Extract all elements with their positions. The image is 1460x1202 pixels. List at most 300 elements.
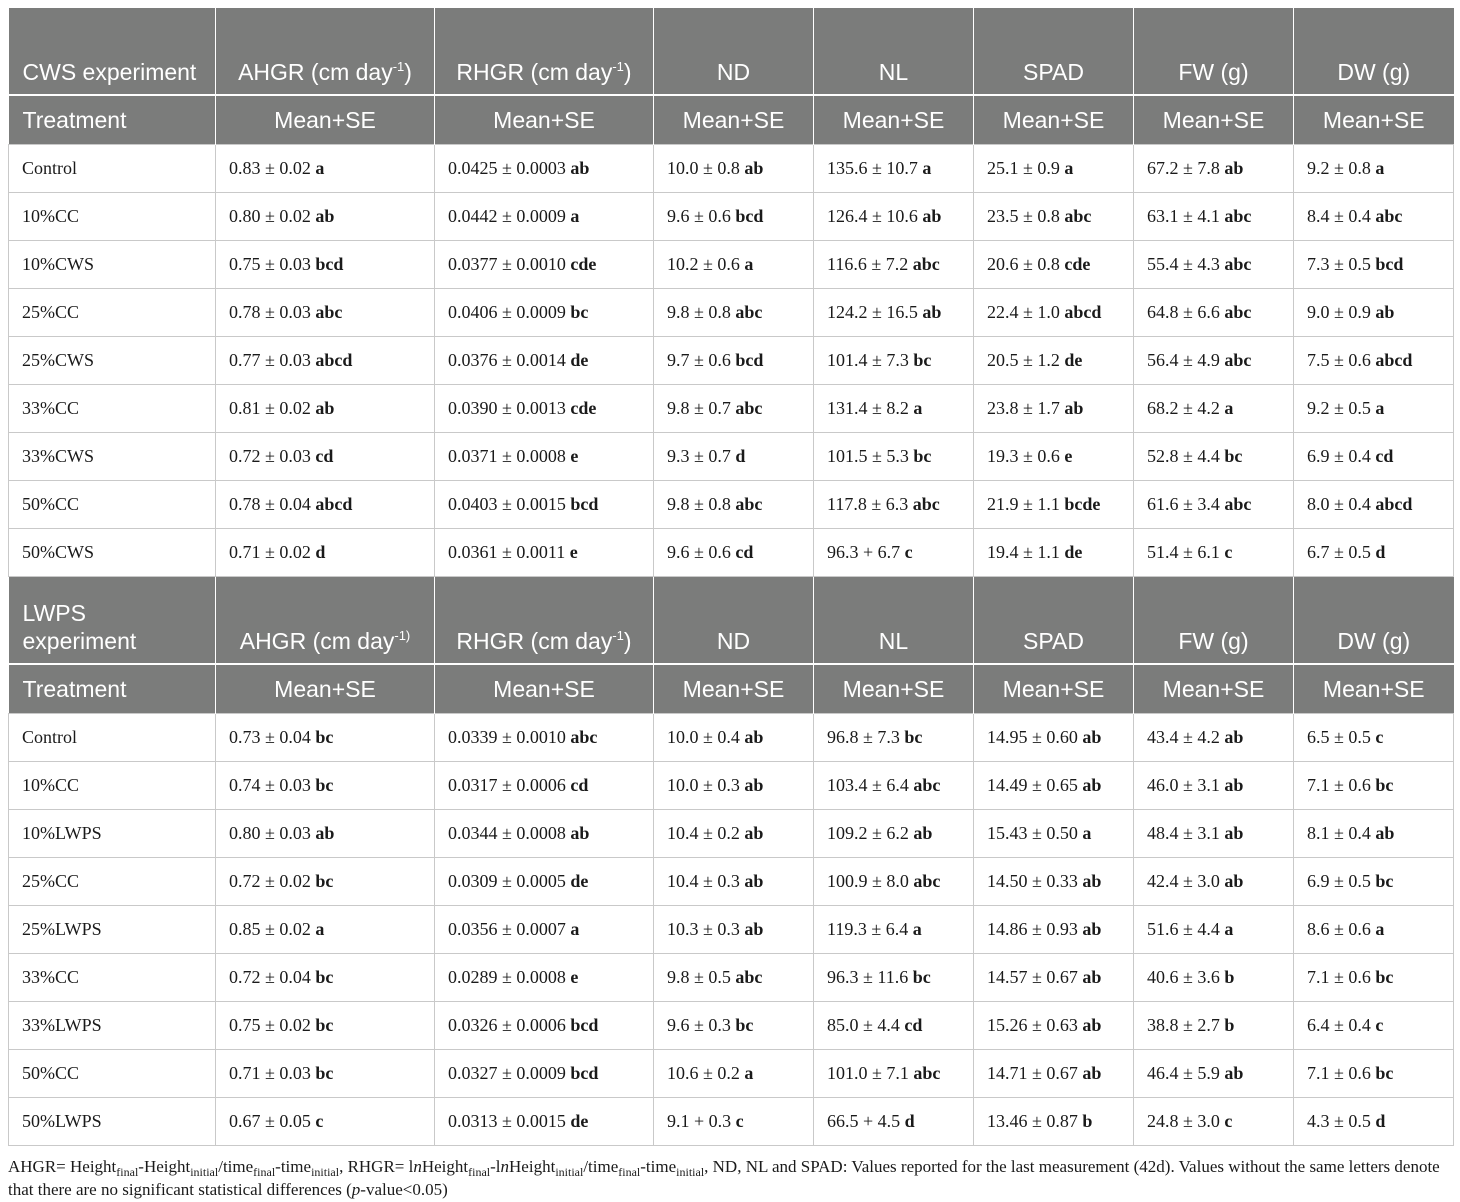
- mean-se-value: 103.4 ± 6.4: [827, 775, 914, 795]
- significance-letters: a: [744, 254, 754, 274]
- value-cell: [1134, 385, 1294, 433]
- significance-letters: d: [1375, 1111, 1386, 1131]
- significance-letters: cd: [904, 1015, 923, 1035]
- table-row: [9, 714, 1454, 762]
- significance-letters: b: [1082, 1111, 1093, 1131]
- table-footnote: AHGR= Height$_{final}$-Height$_{initial}$/time$_{final}$-time$_{initial}$, RHGR= lnHeight$_{final}$-lnHeight$_{initial}$/time$_{final}$-time$_{initial}$, ND, NL and SPAD: Values reported for the last measurement (42d). Values without the same letters denote that there are no significant statistical differences (p-value<0.05): [8, 1157, 1440, 1199]
- significance-letters: ab: [922, 206, 942, 226]
- value-cell: [1134, 337, 1294, 385]
- mean-se-value: 22.4 ± 1.0: [987, 302, 1065, 322]
- value-cell: [1294, 858, 1454, 906]
- significance-letters: bc: [315, 727, 334, 747]
- value-cell: [814, 762, 974, 810]
- value-cell: [1134, 193, 1294, 241]
- value-cell: [216, 1098, 435, 1146]
- value-cell: [216, 714, 435, 762]
- mean-se-value: 9.0 ± 0.9: [1307, 302, 1376, 322]
- value-cell: [216, 762, 435, 810]
- mean-se-value: 15.43 ± 0.50: [987, 823, 1083, 843]
- mean-se-value: 8.4 ± 0.4: [1307, 206, 1376, 226]
- mean-se-value: 14.86 ± 0.93: [987, 919, 1083, 939]
- mean-se-value: 64.8 ± 6.6: [1147, 302, 1225, 322]
- significance-letters: abc: [912, 494, 940, 514]
- mean-se-value: 101.4 ± 7.3: [827, 350, 914, 370]
- significance-letters: a: [1224, 398, 1234, 418]
- significance-letters: bc: [1375, 871, 1394, 891]
- treatment-header: Treatment: [9, 664, 216, 714]
- mean-se-value: 100.9 ± 8.0: [827, 871, 914, 891]
- significance-letters: c: [904, 542, 913, 562]
- treatment-cell: 33%CC: [9, 385, 216, 433]
- value-cell: [435, 714, 654, 762]
- significance-letters: a: [570, 919, 580, 939]
- value-cell: [435, 385, 654, 433]
- results-table: [8, 8, 1454, 1146]
- mean-se-header: Mean+SE: [216, 664, 435, 714]
- significance-letters: a: [744, 1063, 754, 1083]
- mean-se-header: Mean+SE: [435, 664, 654, 714]
- value-cell: [435, 1002, 654, 1050]
- value-cell: [216, 906, 435, 954]
- nl-header: NL: [814, 8, 974, 95]
- mean-se-value: 96.8 ± 7.3: [827, 727, 905, 747]
- mean-se-value: 0.0313 ± 0.0015: [448, 1111, 571, 1131]
- value-cell: [216, 810, 435, 858]
- mean-se-value: 19.4 ± 1.1: [987, 542, 1065, 562]
- mean-se-value: 117.8 ± 6.3: [827, 494, 913, 514]
- value-cell: [814, 810, 974, 858]
- experiment-title: CWS experiment: [9, 8, 216, 95]
- mean-se-value: 0.0371 ± 0.0008: [448, 446, 571, 466]
- significance-letters: ab: [570, 823, 590, 843]
- treatment-cell: 33%LWPS: [9, 1002, 216, 1050]
- significance-letters: abc: [1224, 350, 1252, 370]
- mean-se-value: 24.8 ± 3.0: [1147, 1111, 1225, 1131]
- mean-se-value: 96.3 ± 11.6: [827, 967, 913, 987]
- mean-se-value: 14.50 ± 0.33: [987, 871, 1083, 891]
- mean-se-value: 0.67 ± 0.05: [229, 1111, 316, 1131]
- value-cell: [654, 954, 814, 1002]
- significance-letters: ab: [744, 871, 764, 891]
- dw-header: DW (g): [1294, 577, 1454, 665]
- significance-letters: a: [1375, 398, 1385, 418]
- mean-se-value: 126.4 ± 10.6: [827, 206, 923, 226]
- value-cell: [654, 481, 814, 529]
- value-cell: [974, 954, 1134, 1002]
- mean-se-value: 9.1 + 0.3: [667, 1111, 736, 1131]
- mean-se-value: 0.83 ± 0.02: [229, 158, 316, 178]
- mean-se-header: Mean+SE: [654, 95, 814, 145]
- value-cell: [216, 193, 435, 241]
- significance-letters: a: [1375, 919, 1385, 939]
- value-cell: [216, 241, 435, 289]
- value-cell: [974, 1050, 1134, 1098]
- significance-letters: abc: [913, 775, 941, 795]
- value-cell: [1294, 762, 1454, 810]
- value-cell: [654, 193, 814, 241]
- value-cell: [1134, 714, 1294, 762]
- mean-se-header: Mean+SE: [1294, 664, 1454, 714]
- significance-letters: ab: [744, 158, 764, 178]
- significance-letters: ab: [744, 775, 764, 795]
- table-row: [9, 906, 1454, 954]
- significance-letters: bc: [1224, 446, 1243, 466]
- value-cell: [654, 433, 814, 481]
- value-cell: [435, 145, 654, 193]
- fw-header: FW (g): [1134, 8, 1294, 95]
- significance-letters: ab: [744, 727, 764, 747]
- significance-letters: bcde: [1064, 494, 1101, 514]
- mean-se-value: 51.6 ± 4.4: [1147, 919, 1225, 939]
- mean-se-value: 9.7 ± 0.6: [667, 350, 736, 370]
- mean-se-value: 7.1 ± 0.6: [1307, 775, 1376, 795]
- mean-se-value: 6.5 ± 0.5: [1307, 727, 1376, 747]
- significance-letters: abcd: [315, 350, 353, 370]
- mean-se-value: 46.4 ± 5.9: [1147, 1063, 1225, 1083]
- mean-se-value: 0.0317 ± 0.0006: [448, 775, 571, 795]
- table-row: [9, 385, 1454, 433]
- ahgr-header: AHGR (cm day$^{-1}$): [216, 8, 435, 95]
- significance-letters: ab: [922, 302, 942, 322]
- significance-letters: a: [315, 158, 325, 178]
- value-cell: [1294, 954, 1454, 1002]
- significance-letters: abc: [912, 254, 940, 274]
- significance-letters: abc: [1064, 206, 1092, 226]
- table-row: [9, 481, 1454, 529]
- significance-letters: cd: [1375, 446, 1394, 466]
- mean-se-value: 38.8 ± 2.7: [1147, 1015, 1225, 1035]
- mean-se-value: 25.1 ± 0.9: [987, 158, 1065, 178]
- mean-se-value: 6.9 ± 0.4: [1307, 446, 1376, 466]
- mean-se-value: 0.74 ± 0.03: [229, 775, 316, 795]
- value-cell: [435, 762, 654, 810]
- mean-se-value: 9.2 ± 0.5: [1307, 398, 1376, 418]
- value-cell: [1294, 810, 1454, 858]
- value-cell: [814, 1002, 974, 1050]
- mean-se-value: 0.80 ± 0.02: [229, 206, 316, 226]
- value-cell: [974, 289, 1134, 337]
- value-cell: [974, 858, 1134, 906]
- significance-letters: ab: [1082, 871, 1102, 891]
- mean-se-value: 55.4 ± 4.3: [1147, 254, 1225, 274]
- significance-letters: a: [913, 398, 923, 418]
- significance-letters: e: [570, 446, 579, 466]
- mean-se-value: 6.9 ± 0.5: [1307, 871, 1376, 891]
- mean-se-value: 61.6 ± 3.4: [1147, 494, 1225, 514]
- treatment-cell: 33%CWS: [9, 433, 216, 481]
- significance-letters: a: [922, 158, 932, 178]
- mean-se-value: 23.5 ± 0.8: [987, 206, 1065, 226]
- mean-se-value: 109.2 ± 6.2: [827, 823, 914, 843]
- treatment-cell: 25%LWPS: [9, 906, 216, 954]
- value-cell: [814, 193, 974, 241]
- value-cell: [435, 858, 654, 906]
- mean-se-value: 9.3 ± 0.7: [667, 446, 736, 466]
- table-row: [9, 289, 1454, 337]
- mean-se-value: 42.4 ± 3.0: [1147, 871, 1225, 891]
- treatment-cell: 25%CC: [9, 858, 216, 906]
- mean-se-value: 0.0327 ± 0.0009: [448, 1063, 571, 1083]
- value-cell: [814, 385, 974, 433]
- significance-letters: abc: [735, 967, 763, 987]
- significance-letters: abc: [1224, 302, 1252, 322]
- mean-se-value: 7.1 ± 0.6: [1307, 967, 1376, 987]
- significance-letters: ab: [1224, 158, 1244, 178]
- significance-letters: ab: [744, 823, 764, 843]
- value-cell: [435, 529, 654, 577]
- significance-letters: d: [904, 1111, 915, 1131]
- value-cell: [654, 529, 814, 577]
- mean-se-value: 119.3 ± 6.4: [827, 919, 913, 939]
- significance-letters: de: [1064, 350, 1083, 370]
- treatment-cell: 10%CC: [9, 762, 216, 810]
- value-cell: [216, 1002, 435, 1050]
- significance-letters: a: [315, 919, 325, 939]
- value-cell: [814, 954, 974, 1002]
- mean-se-value: 9.8 ± 0.8: [667, 494, 736, 514]
- significance-letters: abc: [570, 727, 598, 747]
- significance-letters: abc: [735, 494, 763, 514]
- spad-header: SPAD: [974, 8, 1134, 95]
- significance-letters: e: [569, 542, 578, 562]
- value-cell: [1294, 529, 1454, 577]
- value-cell: [216, 385, 435, 433]
- treatment-header: Treatment: [9, 95, 216, 145]
- value-cell: [654, 714, 814, 762]
- significance-letters: ab: [1082, 919, 1102, 939]
- significance-letters: bcd: [735, 350, 764, 370]
- value-cell: [814, 858, 974, 906]
- mean-se-value: 0.78 ± 0.03: [229, 302, 316, 322]
- mean-se-value: 43.4 ± 4.2: [1147, 727, 1225, 747]
- mean-se-value: 0.0326 ± 0.0006: [448, 1015, 571, 1035]
- mean-se-header: Mean+SE: [654, 664, 814, 714]
- value-cell: [814, 906, 974, 954]
- value-cell: [1134, 954, 1294, 1002]
- mean-se-value: 9.8 ± 0.5: [667, 967, 736, 987]
- mean-se-value: 0.0425 ± 0.0003: [448, 158, 571, 178]
- significance-letters: e: [1064, 446, 1073, 466]
- mean-se-value: 0.73 ± 0.04: [229, 727, 316, 747]
- treatment-cell: Control: [9, 714, 216, 762]
- mean-se-value: 9.6 ± 0.3: [667, 1015, 736, 1035]
- treatment-cell: 33%CC: [9, 954, 216, 1002]
- significance-letters: b: [1224, 967, 1235, 987]
- table-row: [9, 810, 1454, 858]
- mean-se-value: 68.2 ± 4.2: [1147, 398, 1225, 418]
- value-cell: [1134, 762, 1294, 810]
- value-cell: [814, 1098, 974, 1146]
- mean-se-value: 0.72 ± 0.02: [229, 871, 316, 891]
- table-row: [9, 337, 1454, 385]
- value-cell: [1294, 241, 1454, 289]
- value-cell: [974, 529, 1134, 577]
- mean-se-value: 0.0406 ± 0.0009: [448, 302, 571, 322]
- significance-letters: ab: [315, 206, 335, 226]
- value-cell: [1294, 1050, 1454, 1098]
- significance-letters: bcd: [570, 494, 599, 514]
- value-cell: [1134, 858, 1294, 906]
- mean-se-value: 10.0 ± 0.4: [667, 727, 745, 747]
- mean-se-value: 14.49 ± 0.65: [987, 775, 1083, 795]
- mean-se-value: 85.0 ± 4.4: [827, 1015, 905, 1035]
- significance-letters: de: [1064, 542, 1083, 562]
- value-cell: [974, 810, 1134, 858]
- value-cell: [654, 241, 814, 289]
- mean-se-value: 14.57 ± 0.67: [987, 967, 1083, 987]
- value-cell: [435, 337, 654, 385]
- mean-se-value: 0.81 ± 0.02: [229, 398, 316, 418]
- value-cell: [974, 1002, 1134, 1050]
- value-cell: [1294, 193, 1454, 241]
- table-row: [9, 193, 1454, 241]
- mean-se-value: 0.0403 ± 0.0015: [448, 494, 571, 514]
- value-cell: [814, 289, 974, 337]
- value-cell: [814, 241, 974, 289]
- value-cell: [1294, 145, 1454, 193]
- table-row: [9, 529, 1454, 577]
- mean-se-value: 0.71 ± 0.03: [229, 1063, 316, 1083]
- significance-letters: ab: [744, 919, 764, 939]
- significance-letters: abcd: [1375, 350, 1413, 370]
- mean-se-value: 48.4 ± 3.1: [1147, 823, 1225, 843]
- mean-se-value: 0.0356 ± 0.0007: [448, 919, 571, 939]
- table-row: [9, 241, 1454, 289]
- treatment-cell: 10%CWS: [9, 241, 216, 289]
- nl-header: NL: [814, 577, 974, 665]
- value-cell: [1294, 481, 1454, 529]
- mean-se-value: 6.4 ± 0.4: [1307, 1015, 1376, 1035]
- significance-letters: bc: [315, 967, 334, 987]
- rhgr-header: RHGR (cm day$^{-1}$): [435, 8, 654, 95]
- table-row: [9, 1098, 1454, 1146]
- value-cell: [974, 906, 1134, 954]
- significance-letters: b: [1224, 1015, 1235, 1035]
- significance-letters: ab: [315, 398, 335, 418]
- rhgr-header: RHGR (cm day$^{-1}$): [435, 577, 654, 665]
- value-cell: [654, 858, 814, 906]
- mean-se-value: 15.26 ± 0.63: [987, 1015, 1083, 1035]
- value-cell: [654, 906, 814, 954]
- mean-se-value: 0.0377 ± 0.0010: [448, 254, 571, 274]
- treatment-cell: Control: [9, 145, 216, 193]
- value-cell: [216, 858, 435, 906]
- mean-se-value: 20.5 ± 1.2: [987, 350, 1065, 370]
- significance-letters: ab: [1224, 775, 1244, 795]
- significance-letters: abc: [1224, 206, 1252, 226]
- treatment-cell: 25%CWS: [9, 337, 216, 385]
- significance-letters: bcd: [735, 206, 764, 226]
- mean-se-value: 0.72 ± 0.04: [229, 967, 316, 987]
- mean-se-value: 131.4 ± 8.2: [827, 398, 914, 418]
- mean-se-value: 0.0376 ± 0.0014: [448, 350, 571, 370]
- significance-letters: abc: [315, 302, 343, 322]
- value-cell: [654, 810, 814, 858]
- significance-letters: bc: [570, 302, 589, 322]
- value-cell: [1134, 1098, 1294, 1146]
- mean-se-value: 10.4 ± 0.3: [667, 871, 745, 891]
- mean-se-value: 0.0339 ± 0.0010: [448, 727, 571, 747]
- cws-header-row: [9, 8, 1454, 95]
- mean-se-value: 9.6 ± 0.6: [667, 542, 736, 562]
- mean-se-value: 101.5 ± 5.3: [827, 446, 914, 466]
- mean-se-value: 63.1 ± 4.1: [1147, 206, 1225, 226]
- value-cell: [1134, 145, 1294, 193]
- value-cell: [216, 481, 435, 529]
- mean-se-value: 9.8 ± 0.8: [667, 302, 736, 322]
- significance-letters: abc: [913, 871, 941, 891]
- value-cell: [216, 529, 435, 577]
- significance-letters: cde: [570, 398, 597, 418]
- significance-letters: a: [1375, 158, 1385, 178]
- significance-letters: ab: [1082, 1063, 1102, 1083]
- mean-se-value: 14.71 ± 0.67: [987, 1063, 1083, 1083]
- significance-letters: cde: [570, 254, 597, 274]
- mean-se-value: 0.72 ± 0.03: [229, 446, 316, 466]
- value-cell: [1134, 289, 1294, 337]
- mean-se-value: 8.1 ± 0.4: [1307, 823, 1376, 843]
- mean-se-value: 0.0309 ± 0.0005: [448, 871, 571, 891]
- mean-se-header: Mean+SE: [974, 664, 1134, 714]
- significance-letters: bc: [315, 1015, 334, 1035]
- value-cell: [435, 906, 654, 954]
- value-cell: [435, 289, 654, 337]
- value-cell: [654, 1098, 814, 1146]
- mean-se-value: 19.3 ± 0.6: [987, 446, 1065, 466]
- significance-letters: d: [735, 446, 746, 466]
- value-cell: [974, 241, 1134, 289]
- significance-letters: cde: [1064, 254, 1091, 274]
- significance-letters: de: [570, 1111, 589, 1131]
- mean-se-value: 0.0442 ± 0.0009: [448, 206, 571, 226]
- significance-letters: c: [1375, 727, 1384, 747]
- mean-se-value: 0.80 ± 0.03: [229, 823, 316, 843]
- value-cell: [216, 433, 435, 481]
- significance-letters: bc: [315, 1063, 334, 1083]
- experiment-title: LWPS experiment: [9, 577, 216, 665]
- significance-letters: ab: [315, 823, 335, 843]
- treatment-cell: 50%CWS: [9, 529, 216, 577]
- significance-letters: ab: [1224, 823, 1244, 843]
- mean-se-header: Mean+SE: [1134, 664, 1294, 714]
- significance-letters: ab: [913, 823, 933, 843]
- mean-se-value: 23.8 ± 1.7: [987, 398, 1065, 418]
- significance-letters: c: [735, 1111, 744, 1131]
- mean-se-value: 0.75 ± 0.02: [229, 1015, 316, 1035]
- mean-se-value: 66.5 + 4.5: [827, 1111, 905, 1131]
- mean-se-value: 10.6 ± 0.2: [667, 1063, 745, 1083]
- treatment-cell: 50%LWPS: [9, 1098, 216, 1146]
- mean-se-value: 0.0344 ± 0.0008: [448, 823, 571, 843]
- value-cell: [654, 1002, 814, 1050]
- value-cell: [974, 145, 1134, 193]
- significance-letters: c: [1224, 1111, 1233, 1131]
- fw-header: FW (g): [1134, 577, 1294, 665]
- value-cell: [814, 1050, 974, 1098]
- significance-letters: a: [1064, 158, 1074, 178]
- significance-letters: ab: [1375, 823, 1395, 843]
- value-cell: [814, 714, 974, 762]
- cws-subheader-row: [9, 95, 1454, 145]
- value-cell: [435, 810, 654, 858]
- table-container: [8, 8, 1453, 1201]
- value-cell: [1294, 385, 1454, 433]
- table-row: [9, 145, 1454, 193]
- mean-se-value: 135.6 ± 10.7: [827, 158, 923, 178]
- significance-letters: abcd: [315, 494, 353, 514]
- mean-se-header: Mean+SE: [814, 664, 974, 714]
- value-cell: [435, 1098, 654, 1146]
